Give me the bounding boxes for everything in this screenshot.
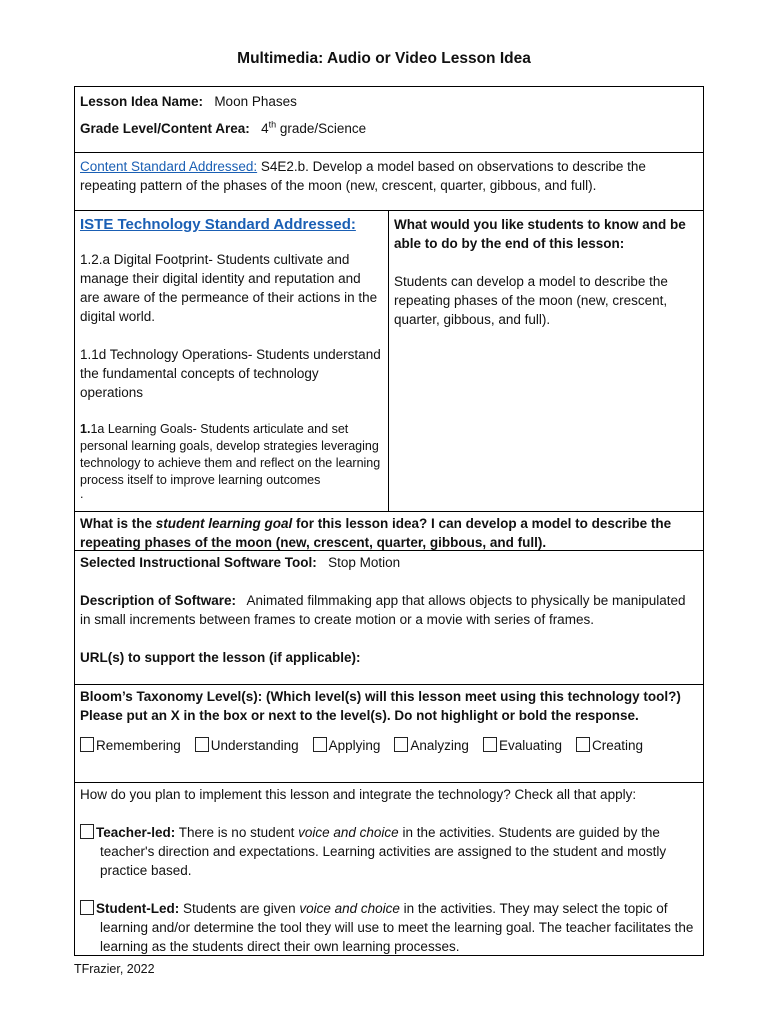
bloom-question: Bloom’s Taxonomy Level(s): (Which level(s) will this lesson meet using this technology tool?) Please put an X in the box or next to the level(s). Do not highlight or bold the response. — [80, 689, 681, 723]
bloom-level-applying[interactable]: Applying — [313, 736, 381, 755]
learning-goal-row: What is the student learning goal for this lesson idea? I can develop a model to describe the repeating phases of the moon (new, crescent, quarter, gibbous, and full). — [75, 512, 703, 551]
bloom-level-creating[interactable]: Creating — [576, 736, 643, 755]
lesson-info-row — [75, 87, 703, 153]
checkbox-icon[interactable] — [80, 737, 94, 752]
checkbox-icon[interactable] — [80, 900, 94, 915]
know-column — [389, 211, 703, 511]
software-tool-label: Selected Instructional Software Tool: — [80, 555, 317, 570]
grade-label: Grade Level/Content Area: — [80, 121, 250, 136]
implementation-question: How do you plan to implement this lesson and integrate the technology? Check all that apply: — [80, 787, 637, 802]
know-question: What would you like students to know and be able to do by the end of this lesson: — [394, 217, 686, 251]
bloom-level-analyzing[interactable]: Analyzing — [394, 736, 469, 755]
student-led-option[interactable]: Student-Led: Students are given voice and choice in the activities. They may select the topic of learning and/or determine the tool they will use to meet the learning goal. The teacher facilitates the learning as the students direct their own learning processes. — [80, 899, 698, 956]
checkbox-icon[interactable] — [313, 737, 327, 752]
lesson-name-label: Lesson Idea Name: — [80, 94, 204, 109]
teacher-led-option[interactable]: Teacher-led: There is no student voice and choice in the activities. Students are guided by the teacher's direction and expectations. Learning activities are assigned to the student and mostly practice based. — [80, 823, 698, 880]
software-row — [75, 551, 703, 685]
checkbox-icon[interactable] — [394, 737, 408, 752]
lesson-form — [74, 86, 704, 956]
iste-item-learning-goals: 1.1a Learning Goals- Students articulate and set personal learning goals, develop strategies leveraging technology to achieve them and reflect on the learning process itself to improve learning outcomes — [80, 422, 381, 487]
bloom-level-understanding[interactable]: Understanding — [195, 736, 299, 755]
software-description-label: Description of Software: — [80, 593, 237, 608]
page-title: Multimedia: Audio or Video Lesson Idea — [237, 50, 531, 67]
iste-item-technology-operations: 1.1d Technology Operations- Students understand the fundamental concepts of technology operations — [80, 347, 381, 400]
implementation-row — [75, 783, 703, 955]
content-standard-link[interactable]: Content Standard Addressed: — [80, 159, 258, 174]
standards-row — [75, 211, 703, 512]
software-tool-value: Stop Motion — [328, 555, 401, 570]
bloom-row — [75, 685, 703, 783]
checkbox-icon[interactable] — [80, 824, 94, 839]
know-answer: Students can develop a model to describe the repeating phases of the moon (new, crescent, quarter, gibbous, and full). — [394, 274, 668, 327]
software-description-value: Animated filmmaking app that allows objects to physically be manipulated in small increments between frames to create motion or a movie with series of frames. — [80, 593, 686, 627]
iste-item-trailing-dot: . — [80, 487, 84, 501]
footer-credit: TFrazier, 2022 — [74, 962, 155, 976]
learning-goal-text: for this lesson idea? I can develop a model to describe the repeating phases of the moon (new, crescent, quarter, gibbous, and full). — [80, 516, 672, 550]
iste-column — [75, 211, 389, 511]
bloom-levels — [80, 736, 698, 755]
iste-standard-link[interactable]: ISTE Technology Standard Addressed: — [80, 216, 356, 233]
content-standard-row — [75, 153, 703, 211]
grade-value: 4th grade/Science — [261, 119, 367, 136]
bloom-level-remembering[interactable]: Remembering — [80, 736, 181, 755]
iste-item-digital-footprint: 1.2.a Digital Footprint- Students cultivate and manage their digital identity and reputation and are aware of the permeance of their actions in the digital world. — [80, 252, 378, 324]
checkbox-icon[interactable] — [576, 737, 590, 752]
checkbox-icon[interactable] — [483, 737, 497, 752]
learning-goal-emphasis: student learning goal — [155, 516, 293, 531]
url-label: URL(s) to support the lesson (if applicable): — [80, 650, 361, 665]
content-standard-text: S4E2.b. Develop a model based on observations to describe the repeating pattern of the phases of the moon (new, crescent, quarter, gibbous, and full). — [80, 159, 646, 193]
lesson-name-value: Moon Phases — [214, 94, 297, 109]
checkbox-icon[interactable] — [195, 737, 209, 752]
bloom-level-evaluating[interactable]: Evaluating — [483, 736, 562, 755]
